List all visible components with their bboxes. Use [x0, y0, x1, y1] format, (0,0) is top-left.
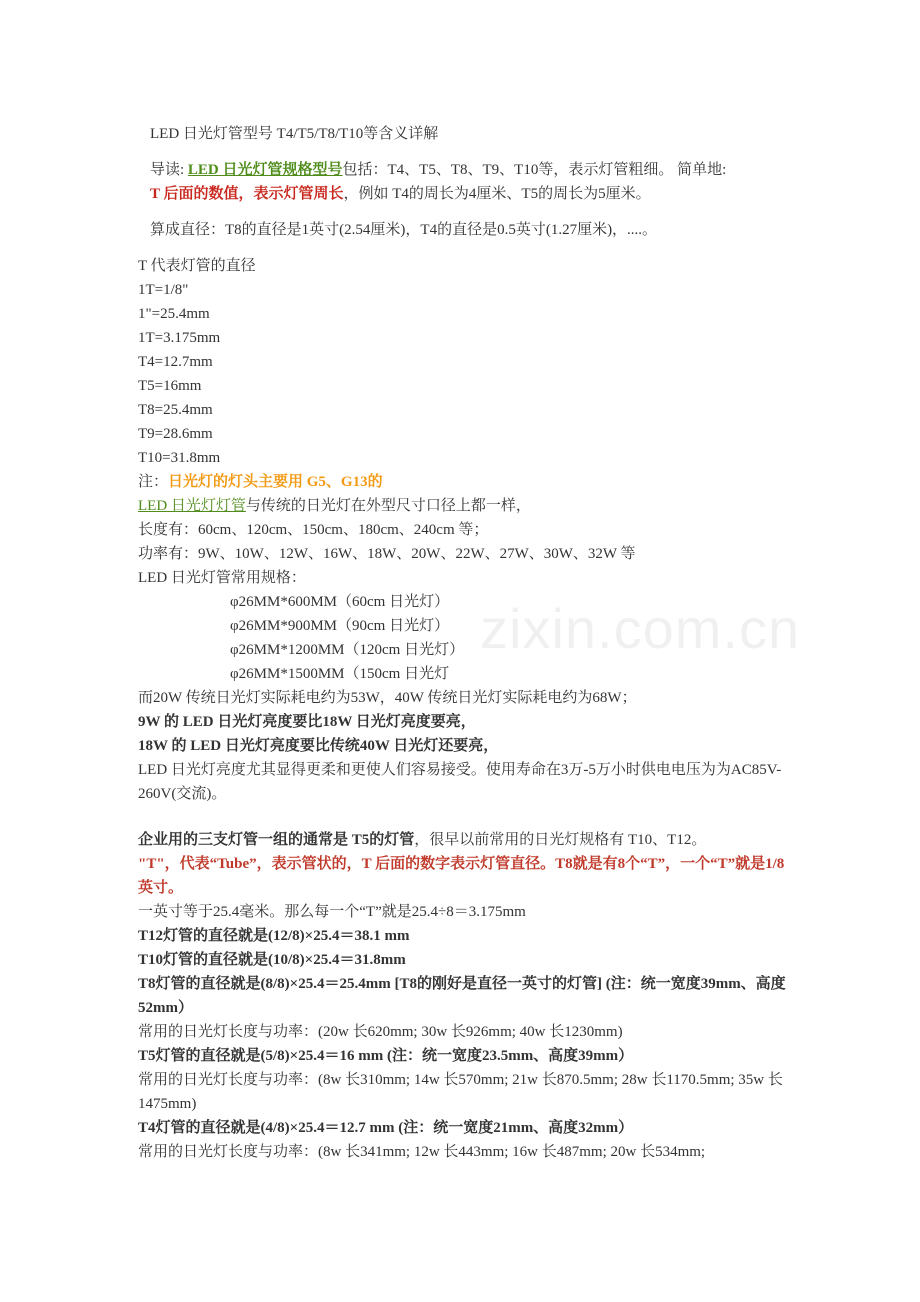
common-spec-item: φ26MM*600MM（60cm 日光灯）	[230, 594, 450, 610]
spec-item: T 代表灯管的直径	[138, 258, 256, 274]
bold-line: 18W 的 LED 日光灯亮度要比传统40W 日光灯还要亮，	[138, 738, 499, 754]
consumption-line: 而20W 传统日光灯实际耗电约为53W，40W 传统日光灯实际耗电约为68W；	[138, 690, 637, 706]
spec-item: T4=12.7mm	[138, 354, 213, 370]
intro-paragraph	[138, 158, 798, 206]
enterprise-text: ，很早以前常用的日光灯规格有 T10、T12。	[414, 832, 707, 848]
intro-link[interactable]: LED 日光灯管规格型号	[187, 162, 343, 178]
compat-link[interactable]: LED 日光灯灯管	[138, 498, 246, 514]
t12-line: T12灯管的直径就是(12/8)×25.4＝38.1 mm	[138, 928, 410, 944]
t5-power-line: 常用的日光灯长度与功率：(8w 长310mm; 14w 长570mm; 21w 长870.5mm; 28w 长1170.5mm; 35w 长1475mm)	[138, 1072, 783, 1112]
spec-item: T8=25.4mm	[138, 402, 213, 418]
tube-definition: "T"，代表“Tube”，表示管状的，T 后面的数字表示灯管直径。T8就是有8个“T”，一个“T”就是1/8英寸。	[138, 856, 785, 896]
t8-power-line: 常用的日光灯长度与功率：(20w 长620mm; 30w 长926mm; 40w 长1230mm)	[138, 1024, 623, 1040]
intro-red-text: T 后面的数值，表示灯管周长	[150, 186, 344, 202]
common-spec-item: φ26MM*1500MM（150cm 日光灯	[230, 666, 450, 682]
inch-line: 一英寸等于25.4毫米。那么每一个“T”就是25.4÷8＝3.175mm	[138, 904, 526, 920]
common-spec-item: φ26MM*1200MM（120cm 日光灯）	[230, 642, 465, 658]
spec-item: T10=31.8mm	[138, 450, 221, 466]
compat-text: 与传统的日光灯在外型尺寸口径上都一样，	[245, 498, 531, 514]
note-line	[138, 470, 798, 494]
intro-rest: 包括：T4、T5、T8、T9、T10等，表示灯管粗细。 简单地:	[342, 162, 727, 178]
t4-line: T4灯管的直径就是(4/8)×25.4＝12.7 mm (注：统一宽度21mm、高度32mm）	[138, 1120, 634, 1136]
common-specs-title: LED 日光灯管常用规格：	[138, 570, 306, 586]
document-title: LED 日光灯管型号 T4/T5/T8/T10等含义详解	[150, 126, 439, 142]
diameter-line: 算成直径：T8的直径是1英寸(2.54厘米)，T4的直径是0.5英寸(1.27厘米)，....。	[150, 222, 658, 238]
lengths-line: 长度有：60cm、120cm、150cm、180cm、240cm 等；	[138, 522, 489, 538]
t8-line: T8灯管的直径就是(8/8)×25.4＝25.4mm [T8的刚好是直径一英寸的灯管] (注：统一宽度39mm、高度52mm）	[138, 976, 786, 1016]
life-paragraph: LED 日光灯亮度尤其显得更柔和更使人们容易接受。使用寿命在3万-5万小时供电电压为为AC85V-260V(交流)。	[138, 762, 782, 802]
common-spec-item: φ26MM*900MM（90cm 日光灯）	[230, 618, 450, 634]
enterprise-line	[138, 828, 798, 852]
spec-item: T9=28.6mm	[138, 426, 213, 442]
spec-item: T5=16mm	[138, 378, 202, 394]
spec-item: 1T=3.175mm	[138, 330, 221, 346]
intro-lead: 导读:	[150, 162, 188, 178]
watermark: zixin.com.cn	[480, 597, 801, 660]
spec-item: 1"=25.4mm	[138, 306, 210, 322]
compat-line	[138, 494, 798, 518]
note-prefix: 注：	[138, 474, 169, 490]
note-text: 日光灯的灯头主要用 G5、G13的	[168, 474, 383, 490]
t4-power-line: 常用的日光灯长度与功率：(8w 长341mm; 12w 长443mm; 16w 长487mm; 20w 长534mm;	[138, 1144, 706, 1160]
bold-line: 9W 的 LED 日光灯亮度要比18W 日光灯亮度要亮，	[138, 714, 476, 730]
document-body	[138, 122, 801, 1164]
powers-line: 功率有：9W、10W、12W、16W、18W、20W、22W、27W、30W、32W 等	[138, 546, 636, 562]
spec-item: 1T=1/8"	[138, 282, 189, 298]
intro-tail: ，例如 T4的周长为4厘米、T5的周长为5厘米。	[343, 186, 651, 202]
t10-line: T10灯管的直径就是(10/8)×25.4＝31.8mm	[138, 952, 406, 968]
t5-line: T5灯管的直径就是(5/8)×25.4＝16 mm (注：统一宽度23.5mm、高度39mm）	[138, 1048, 634, 1064]
enterprise-bold: 企业用的三支灯管一组的通常是 T5的灯管	[138, 832, 415, 848]
